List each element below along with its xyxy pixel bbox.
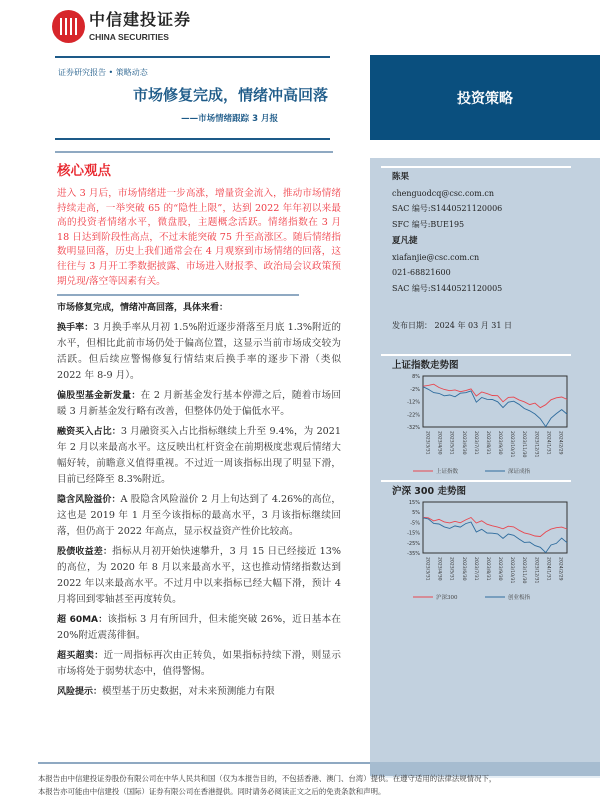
y-tick-label: -2% — [410, 386, 420, 393]
publish-date: 发布日期： 2024 年 03 月 31 日 — [392, 321, 512, 330]
legend-label: 沪深300 — [436, 595, 458, 601]
author-email[interactable]: xiafanjie@csc.com.cn — [392, 252, 480, 262]
x-tick-label: 2023/12/31 — [533, 557, 539, 584]
paragraph: 融资买入占比：3 月融资买入占比指标继续上升至 9.4%，为 2021 年 2 月以来最高水平。这反映出杠杆资金在前期极度悲观后情绪大幅好转，前瞻意义值得重视。不过近一周该指标出现了明显下滑，目前已经降至 8.3%附近。 — [57, 426, 341, 486]
logo-cn: 中信建投证券 — [89, 10, 192, 29]
author-1 — [392, 169, 502, 297]
section-rule — [55, 151, 333, 153]
chart-csi300 — [370, 498, 600, 604]
sidebar-rule — [381, 166, 571, 168]
paragraph: 偏股型基金新发量：在 2 月新基金发行基本停滞之后，随着市场回暖 3 月新基金发行略有改善，但整体仍处于偏低水平。 — [57, 390, 341, 418]
main-column — [57, 161, 341, 759]
x-tick-label: 2024/1/31 — [545, 557, 551, 581]
body-lead: 市场修复完成，情绪冲高回落，具体来看： — [57, 303, 229, 314]
author-sac: SAC 编号:S1440521120006 — [392, 204, 503, 214]
x-tick-label: 2023/6/30 — [460, 431, 466, 455]
x-tick-label: 2023/5/31 — [448, 431, 454, 455]
y-tick-label: -12% — [407, 399, 420, 406]
y-tick-label: -22% — [407, 412, 420, 419]
series-line — [423, 387, 567, 427]
author-name: 夏凡捷 — [392, 235, 418, 246]
chart-shanghai-index — [370, 372, 600, 478]
x-tick-label: 2024/1/31 — [545, 431, 551, 455]
chart-title: 上证指数走势图 — [392, 360, 459, 371]
paragraph: 风险提示：模型基于历史数据，对未来预测能力有限 — [57, 686, 275, 698]
author-email[interactable]: chenguodcq@csc.com.cn — [392, 188, 494, 198]
x-tick-label: 2023/9/30 — [497, 431, 503, 455]
y-tick-label: -25% — [407, 540, 420, 547]
report-title: 市场修复完成，情绪冲高回落 — [132, 86, 328, 104]
disclaimer-line: 本报告由中信建投证券股份有限公司在中华人民共和国（仅为本报告目的，不包括香港、澳门、台湾）提供。在遵守适用的法律法规情况下， — [38, 774, 497, 783]
chart-title: 沪深 300 走势图 — [392, 486, 466, 497]
paragraph: 超买超卖：近一周指标再次由正转负，如果指标持续下滑，则显示市场将处于弱势状态中，值得警惕。 — [57, 650, 341, 678]
x-tick-label: 2023/8/31 — [484, 431, 490, 455]
x-tick-label: 2023/12/31 — [533, 431, 539, 458]
core-view-text: 进入 3 月后，市场情绪进一步高涨，增量资金流入，推动市场情绪持续走高，一举突破 65 的“隐性上限”，达到 2022 年年初以来最高的投资者情绪水平，微盘股，主题概念活跃。情绪指数在 3 月 18 日达到阶段性高点，不过未能突破 75 升至高涨区。随后情绪指数明显回落，历史上我们通常会在 4 月观察到市场情绪的回落，这往往与 3 月开工季数据披露、市场进入财报季、政治局会议政策预期兑现/落空等因素有关。 — [57, 188, 341, 287]
x-tick-label: 2023/11/30 — [521, 431, 527, 458]
footer-rule — [38, 762, 370, 764]
x-tick-label: 2023/9/30 — [497, 557, 503, 581]
y-tick-label: 15% — [408, 500, 420, 506]
disclaimer-line: 本报告亦可能由中信建投（国际）证券有限公司在香港提供。同时请务必阅读正文之后的免责条款和声明。 — [38, 786, 386, 796]
x-tick-label: 2023/10/31 — [509, 557, 515, 584]
paragraph: 超 60MA：该指标 3 月有所回升，但未能突破 26%，近日基本在 20%附近震荡徘徊。 — [57, 614, 341, 642]
report-category: 证券研究报告 • 策略动态 — [58, 68, 148, 77]
sidebar-rule — [381, 480, 571, 482]
plot-frame — [423, 502, 567, 553]
series-line — [423, 518, 567, 553]
body-text — [57, 300, 341, 704]
y-tick-label: -5% — [410, 520, 420, 527]
company-logo — [52, 10, 212, 48]
legend-label: 上证指数 — [436, 469, 459, 475]
paragraph: 换手率：3 月换手率从月初 1.5%附近逐步滑落至月底 1.3%附近的水平，但相比此前市场仍处于偏高位置，这显示当前市场成交较为活跃。但后续应警惕修复行情结束后换手率的逐步下滑（类似 2022 年 8-9 月）。 — [57, 322, 341, 382]
divider — [57, 294, 299, 296]
x-tick-label: 2023/7/31 — [472, 557, 478, 581]
y-tick-label: 8% — [412, 374, 420, 380]
y-tick-label: -35% — [407, 551, 420, 557]
paragraph: 股债收益差：指标从月初开始快速攀升，3 月 15 日已经接近 13%的高位，为 2020 年 8 月以来最高水平，这也推动情绪指数达到 2022 年以来最高水平。不过月中以来指标已经大幅下滑，预计 4 月将回到零轴甚至再度转负。 — [57, 546, 341, 606]
y-tick-label: -32% — [407, 425, 420, 431]
title-rule — [55, 138, 330, 140]
x-tick-label: 2023/4/30 — [436, 557, 442, 581]
legend-label: 创业板指 — [508, 595, 531, 601]
plot-frame — [423, 376, 567, 427]
x-tick-label: 2023/11/30 — [521, 557, 527, 584]
x-tick-label: 2023/3/31 — [424, 557, 430, 581]
y-tick-label: -15% — [407, 530, 420, 537]
x-tick-label: 2023/7/31 — [472, 431, 478, 455]
sidebar — [370, 158, 600, 762]
author-sfc: SFC 编号:BUE195 — [392, 220, 465, 230]
category-tag: 投资策略 — [370, 55, 600, 140]
author-sac: SAC 编号:S1440521120005 — [392, 283, 503, 293]
x-tick-label: 2024/2/29 — [557, 431, 563, 455]
logo-emblem-icon — [52, 10, 85, 43]
x-tick-label: 2023/5/31 — [448, 557, 454, 581]
x-tick-label: 2023/4/30 — [436, 431, 442, 455]
core-view-heading: 核心观点 — [57, 163, 111, 179]
author-phone: 021-68821600 — [392, 268, 451, 278]
logo-en: CHINA SECURITIES — [89, 32, 169, 42]
author-name: 陈果 — [392, 172, 410, 182]
legend-label: 深证成指 — [508, 469, 531, 475]
y-tick-label: 5% — [412, 510, 420, 517]
x-tick-label: 2023/10/31 — [509, 431, 515, 458]
x-tick-label: 2023/6/30 — [460, 557, 466, 581]
paragraph: 隐含风险溢价：A 股隐含风险溢价 2 月上旬达到了 4.26%的高位，这也是 2019 年 1 月至今该指标的最高水平，3 月该指标继续回落，但仍高于 2022 年高点，显示权益资产性价比较高。 — [57, 494, 341, 538]
x-tick-label: 2024/2/29 — [557, 557, 563, 581]
sidebar-rule — [381, 354, 571, 356]
disclaimer — [38, 773, 600, 798]
report-subtitle: ——市场情绪跟踪 3 月报 — [181, 114, 278, 124]
header-rule — [55, 56, 330, 58]
x-tick-label: 2023/3/31 — [424, 431, 430, 455]
x-tick-label: 2023/8/31 — [484, 557, 490, 581]
